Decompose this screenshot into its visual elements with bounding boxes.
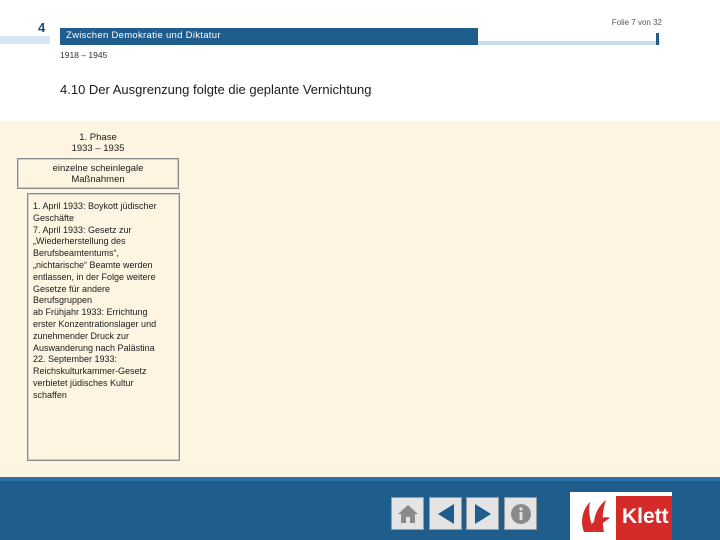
forward-button[interactable] [466, 497, 499, 530]
event-line: 22. September 1933: [33, 354, 118, 365]
period-label: 1918 – 1945 [60, 50, 108, 60]
header-notch [656, 33, 659, 45]
measures-box [17, 158, 179, 189]
chapter-number: 4 [38, 20, 46, 35]
home-button[interactable] [391, 497, 424, 530]
phase-years: 1933 – 1935 [71, 143, 125, 154]
events-box [27, 193, 180, 461]
event-line: zunehmender Druck zur [33, 330, 130, 341]
event-line: 1. April 1933: Boykott jüdischer [33, 201, 157, 211]
arrow-left-icon [435, 502, 457, 526]
header-bar [60, 28, 478, 45]
event-line: „nichtarische“ Beamte werden [33, 259, 153, 270]
phase-number: 1. Phase [79, 132, 117, 143]
event-line: ab Frühjahr 1933: Errichtung [33, 307, 148, 318]
klett-leaf-icon [576, 496, 614, 536]
phase-label [28, 132, 168, 154]
logo-text: Klett [622, 505, 669, 528]
event-line: verbietet jüdisches Kultur [33, 377, 134, 388]
event-line: „Wiederherstellung des [33, 236, 126, 247]
event-line: Reichskulturkammer-Gesetz [33, 366, 147, 377]
back-button[interactable] [429, 497, 462, 530]
info-button[interactable] [504, 497, 537, 530]
event-line: Auswanderung nach Palästina [33, 342, 155, 353]
klett-logo [570, 492, 672, 540]
footer-stripe [0, 477, 720, 481]
event-line: erster Konzentrationslager und [33, 318, 157, 329]
measures-line-1: einzelne scheinlegale [52, 162, 144, 174]
slide-counter: Folie 7 von 32 [611, 18, 662, 27]
header-thin-line [478, 41, 660, 45]
footer [0, 477, 720, 540]
event-line: Berufsbeamtentums“, [33, 248, 120, 259]
event-line: entlassen, in der Folge weitere [33, 271, 156, 282]
event-line: Geschäfte [33, 212, 75, 223]
content-area [0, 121, 720, 477]
measures-line-2: Maßnahmen [71, 173, 125, 185]
arrow-right-icon [472, 502, 494, 526]
section-title: 4.10 Der Ausgrenzung folgte die geplante Vernichtung [60, 82, 372, 97]
home-icon [396, 503, 420, 525]
event-line: Gesetze für andere [33, 283, 111, 294]
info-icon [509, 502, 533, 526]
event-line: schaffen [33, 389, 67, 400]
event-line: 7. April 1933: Gesetz zur [33, 224, 132, 235]
left-accent-bar [0, 36, 50, 44]
event-line: Berufsgruppen [33, 295, 93, 306]
header-title: Zwischen Demokratie und Diktatur [66, 30, 221, 41]
